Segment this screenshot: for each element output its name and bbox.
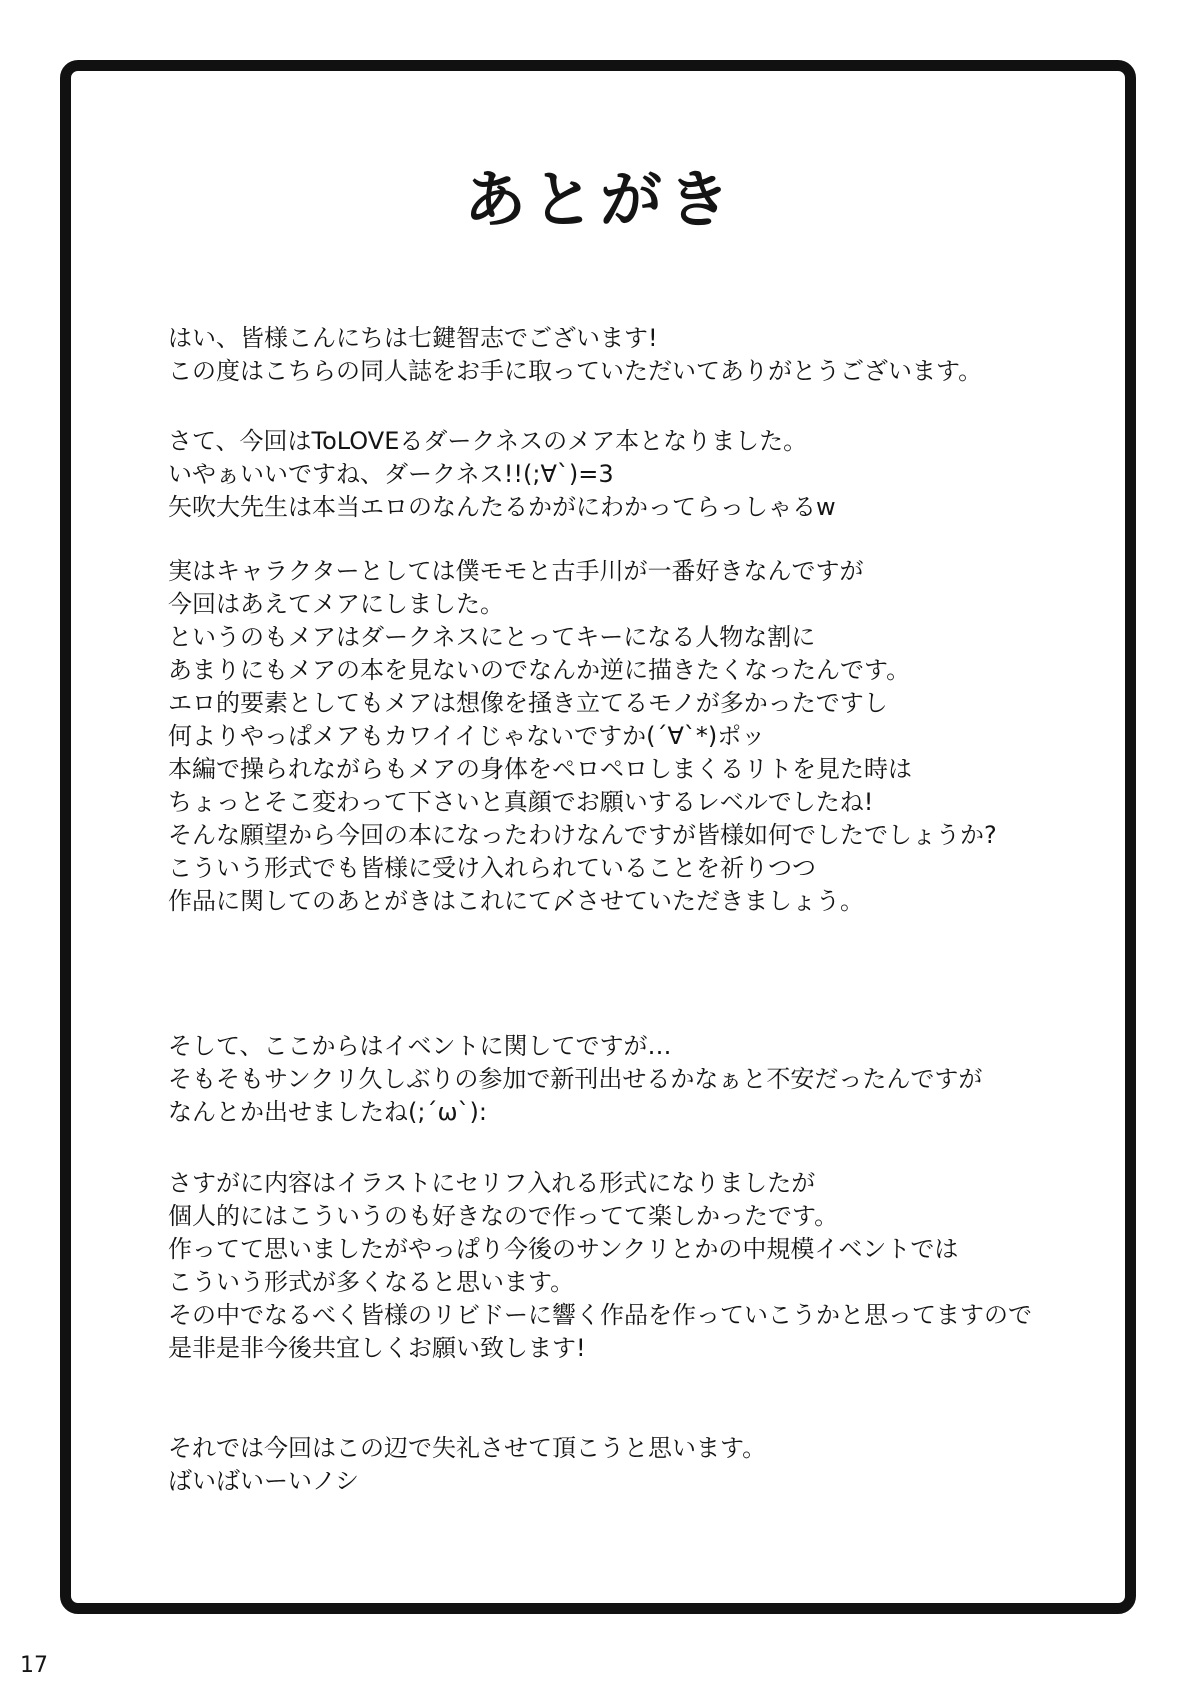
text-line: ばいばいーいノシ — [168, 1467, 360, 1495]
text-line: 今回はあえてメアにしました。 — [168, 590, 504, 618]
page-number: 17 — [20, 1653, 48, 1678]
paragraph-greeting — [168, 322, 982, 388]
paragraph-intro — [168, 425, 836, 524]
paragraph-main — [168, 555, 997, 918]
text-line: 個人的にはこういうのも好きなので作ってて楽しかったです。 — [168, 1202, 839, 1230]
text-line: こういう形式が多くなると思います。 — [168, 1268, 575, 1296]
paragraph-farewell — [168, 1432, 766, 1498]
text-line: そんな願望から今回の本になったわけなんですが皆様如何でしたでしょうか? — [168, 821, 997, 849]
text-line: 何よりやっぱメアもカワイイじゃないですか(´∀`*)ポッ — [168, 722, 766, 750]
text-line: この度はこちらの同人誌をお手に取っていただいてありがとうございます。 — [168, 357, 983, 385]
page-title: あとがき — [463, 163, 736, 236]
paragraph-event — [168, 1030, 982, 1129]
paragraph-format — [168, 1167, 1032, 1365]
text-line: はい、皆様こんにちは七鍵智志でございます! — [168, 324, 658, 352]
text-line: その中でなるべく皆様のリビドーに響く作品を作っていこうかと思ってますので — [168, 1301, 1032, 1329]
text-line: ちょっとそこ変わって下さいと真顔でお願いするレベルでしたね! — [168, 788, 874, 816]
text-line: なんとか出せましたね(;´ω`): — [168, 1098, 487, 1126]
text-line: 作品に関してのあとがきはこれにて〆させていただきましょう。 — [168, 887, 864, 915]
text-line: 作ってて思いましたがやっぱり今後のサンクリとかの中規模イベントでは — [168, 1235, 959, 1263]
text-line: さすがに内容はイラストにセリフ入れる形式になりましたが — [168, 1169, 816, 1197]
text-line: というのもメアはダークネスにとってキーになる人物な割に — [168, 623, 816, 651]
text-line: 矢吹大先生は本当エロのなんたるかがにわかってらっしゃるw — [168, 493, 836, 521]
text-line: 本編で操られながらもメアの身体をペロペロしまくるリトを見た時は — [168, 755, 912, 783]
text-line: さて、今回はToLOVEるダークネスのメア本となりました。 — [168, 427, 808, 455]
text-line: そもそもサンクリ久しぶりの参加で新刊出せるかなぁと不安だったんですが — [168, 1065, 983, 1093]
text-line: いやぁいいですね、ダークネス!!(;∀`)=3 — [168, 460, 614, 488]
text-line: そして、ここからはイベントに関してですが… — [168, 1032, 672, 1060]
text-line: 是非是非今後共宜しくお願い致します! — [168, 1334, 586, 1362]
text-line: あまりにもメアの本を見ないのでなんか逆に描きたくなったんです。 — [168, 656, 911, 684]
text-line: こういう形式でも皆様に受け入れられていることを祈りつつ — [168, 854, 816, 882]
text-line: それでは今回はこの辺で失礼させて頂こうと思います。 — [168, 1434, 767, 1462]
text-line: エロ的要素としてもメアは想像を掻き立てるモノが多かったですし — [168, 689, 888, 717]
text-line: 実はキャラクターとしては僕モモと古手川が一番好きなんですが — [168, 557, 864, 585]
